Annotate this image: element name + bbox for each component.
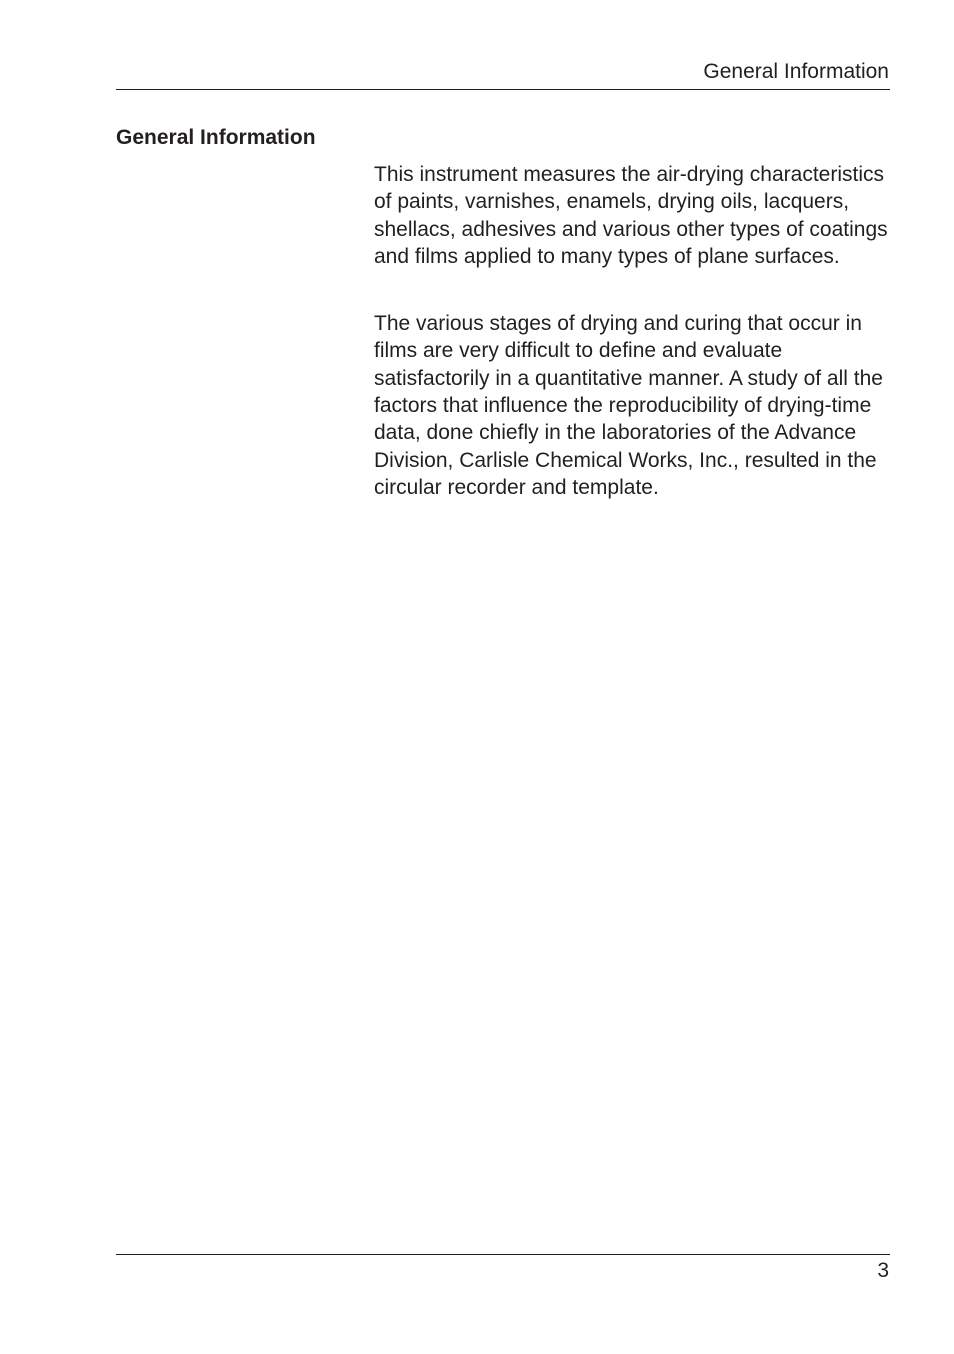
- running-header-title: General Information: [703, 60, 889, 83]
- section-heading: General Information: [116, 126, 316, 149]
- body-paragraph: The various stages of drying and curing that occur in films are very difficult to define and evaluate satisfactorily in a quantitative manner. A study of all the factors that influence the reproducibility of drying-time data, done chiefly in the laboratories of the Advance Division, Carlisle Chemical Works, Inc., resulted in the circular recorder and template.: [374, 312, 883, 499]
- page-number: 3: [877, 1259, 889, 1282]
- body-paragraph: This instrument measures the air-drying characteristics of paints, varnishes, enamels, drying oils, lacquers, shellacs, adhesives and various other types of coatings and films applied to many types of plane surfaces.: [374, 163, 888, 268]
- body-text-column: [374, 161, 892, 541]
- footer-rule: [116, 1254, 890, 1255]
- header-rule: [116, 89, 890, 90]
